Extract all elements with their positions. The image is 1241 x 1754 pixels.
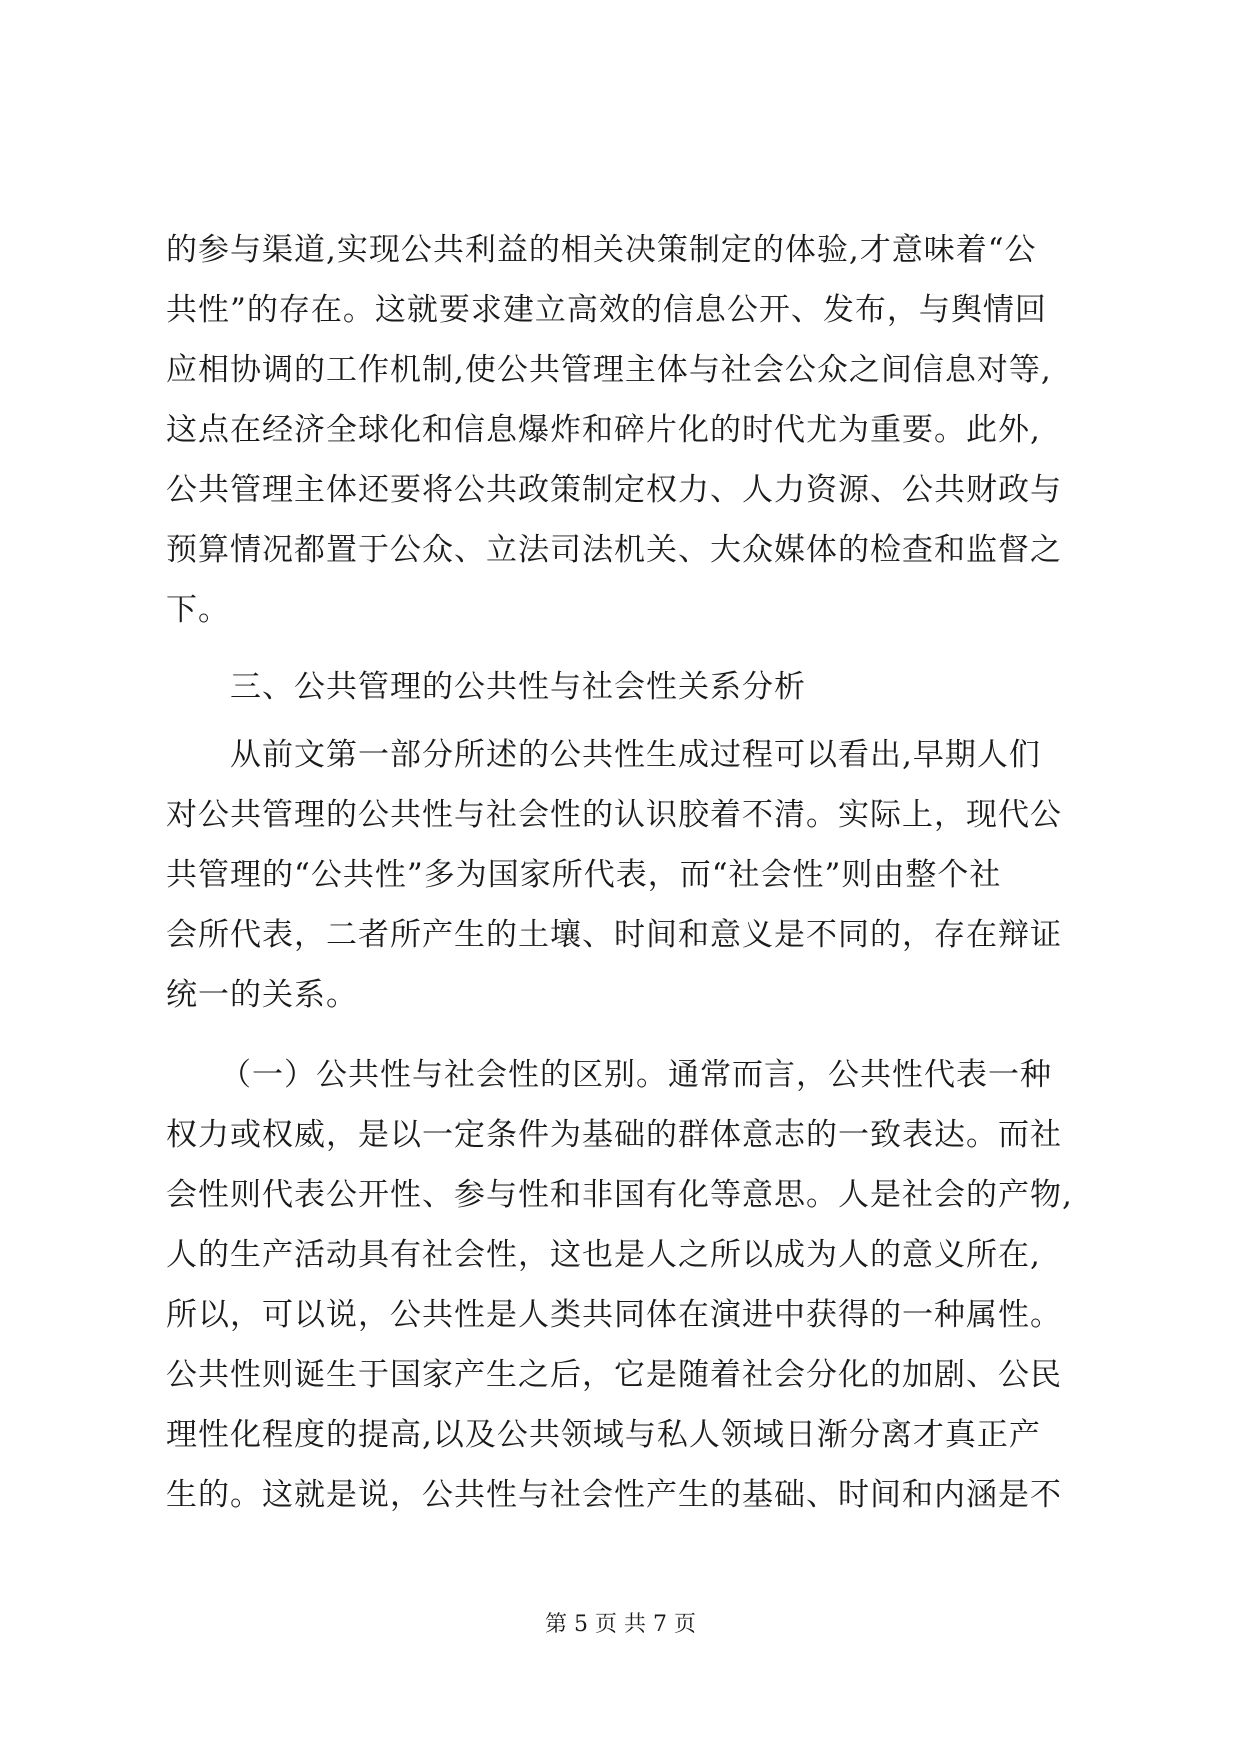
body-line-12: 会所代表，二者所产生的土壤、时间和意义是不同的，存在辩证 bbox=[166, 917, 1062, 953]
body-line-5: 公共管理主体还要将公共政策制定权力、人力资源、公共财政与 bbox=[166, 472, 1062, 508]
body-line-17: 人的生产活动具有社会性，这也是人之所以成为人的意义所在, bbox=[166, 1237, 1041, 1273]
body-line-18: 所以，可以说，公共性是人类共同体在演进中获得的一种属性。 bbox=[166, 1297, 1062, 1333]
body-line-19: 公共性则诞生于国家产生之后，它是随着社会分化的加剧、公民 bbox=[166, 1357, 1062, 1393]
page-footer: 第 5 页 共 7 页 bbox=[545, 1612, 696, 1637]
body-line-4: 这点在经济全球化和信息爆炸和碎片化的时代尤为重要。此外, bbox=[166, 412, 1041, 448]
body-line-7: 下。 bbox=[166, 592, 230, 628]
body-line-3: 应相协调的工作机制,使公共管理主体与社会公众之间信息对等, bbox=[166, 352, 1052, 388]
body-line-21: 生的。这就是说，公共性与社会性产生的基础、时间和内涵是不 bbox=[166, 1477, 1062, 1513]
body-line-6: 预算情况都置于公众、立法司法机关、大众媒体的检查和监督之 bbox=[166, 532, 1062, 568]
subsection-line-1: （一）公共性与社会性的区别。通常而言，公共性代表一种 bbox=[220, 1057, 1052, 1093]
body-line-16: 会性则代表公开性、参与性和非国有化等意思。人是社会的产物, bbox=[166, 1177, 1073, 1213]
body-line-2: 共性”的存在。这就要求建立高效的信息公开、发布，与舆情回 bbox=[166, 292, 1047, 328]
body-line-13: 统一的关系。 bbox=[166, 977, 358, 1013]
body-line-11: 共管理的“公共性”多为国家所代表，而“社会性”则由整个社 bbox=[166, 857, 1002, 893]
body-line-1: 的参与渠道,实现公共利益的相关决策制定的体验,才意味着“公 bbox=[166, 232, 1037, 268]
body-line-10: 对公共管理的公共性与社会性的认识胶着不清。实际上，现代公 bbox=[166, 797, 1062, 833]
body-line-9: 从前文第一部分所述的公共性生成过程可以看出,早期人们 bbox=[230, 737, 1041, 773]
body-line-20: 理性化程度的提高,以及公共领域与私人领域日渐分离才真正产 bbox=[166, 1417, 1041, 1453]
body-line-15: 权力或权威，是以一定条件为基础的群体意志的一致表达。而社 bbox=[166, 1117, 1062, 1153]
section-heading: 三、公共管理的公共性与社会性关系分析 bbox=[230, 669, 806, 705]
